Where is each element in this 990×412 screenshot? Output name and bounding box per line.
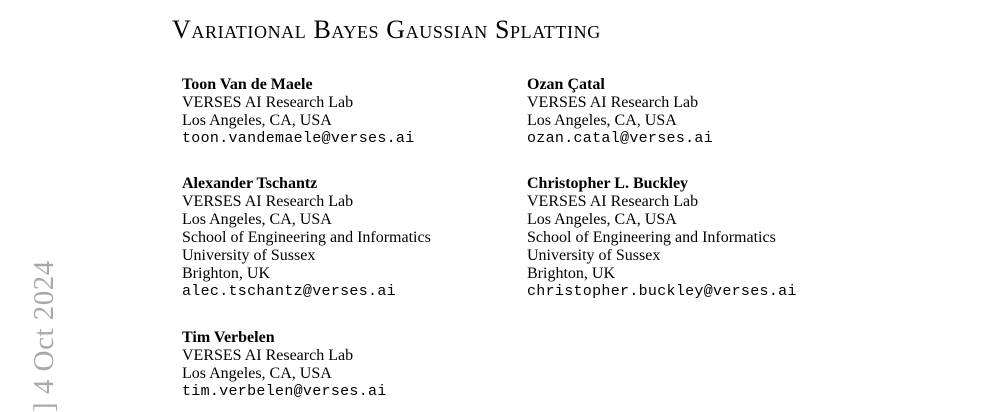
author-location: Los Angeles, CA, USA: [182, 112, 332, 129]
author-affiliation: VERSES AI Research Lab: [182, 94, 354, 111]
author-affiliation: VERSES AI Research Lab: [527, 94, 699, 111]
author-block: [182, 175, 431, 301]
author-location-secondary: Brighton, UK: [527, 265, 615, 282]
paper-title: Variational Bayes Gaussian Splatting: [172, 15, 601, 44]
author-location-secondary: Brighton, UK: [182, 265, 270, 282]
author-email: alec.tschantz@verses.ai: [182, 283, 396, 300]
author-affiliation: VERSES AI Research Lab: [527, 193, 699, 210]
arxiv-date-stamp: ] 4 Oct 2024: [28, 260, 60, 412]
author-email: tim.verbelen@verses.ai: [182, 383, 387, 400]
author-email: christopher.buckley@verses.ai: [527, 283, 797, 300]
author-name: Toon Van de Maele: [182, 76, 313, 93]
author-email: ozan.catal@verses.ai: [527, 130, 714, 147]
author-block: [182, 329, 387, 401]
author-university: University of Sussex: [182, 247, 316, 264]
author-block: [182, 76, 415, 148]
author-location: Los Angeles, CA, USA: [182, 365, 332, 382]
author-affiliation-secondary: School of Engineering and Informatics: [182, 229, 431, 246]
author-name: Ozan Çatal: [527, 76, 605, 93]
author-name: Alexander Tschantz: [182, 175, 318, 192]
author-name: Christopher L. Buckley: [527, 175, 689, 192]
author-university: University of Sussex: [527, 247, 661, 264]
author-email: toon.vandemaele@verses.ai: [182, 130, 415, 147]
author-block: [527, 175, 797, 301]
author-affiliation: VERSES AI Research Lab: [182, 193, 354, 210]
author-name: Tim Verbelen: [182, 329, 275, 346]
author-location: Los Angeles, CA, USA: [527, 112, 677, 129]
author-affiliation: VERSES AI Research Lab: [182, 347, 354, 364]
author-affiliation-secondary: School of Engineering and Informatics: [527, 229, 776, 246]
author-location: Los Angeles, CA, USA: [182, 211, 332, 228]
author-block: [527, 76, 713, 148]
author-location: Los Angeles, CA, USA: [527, 211, 677, 228]
